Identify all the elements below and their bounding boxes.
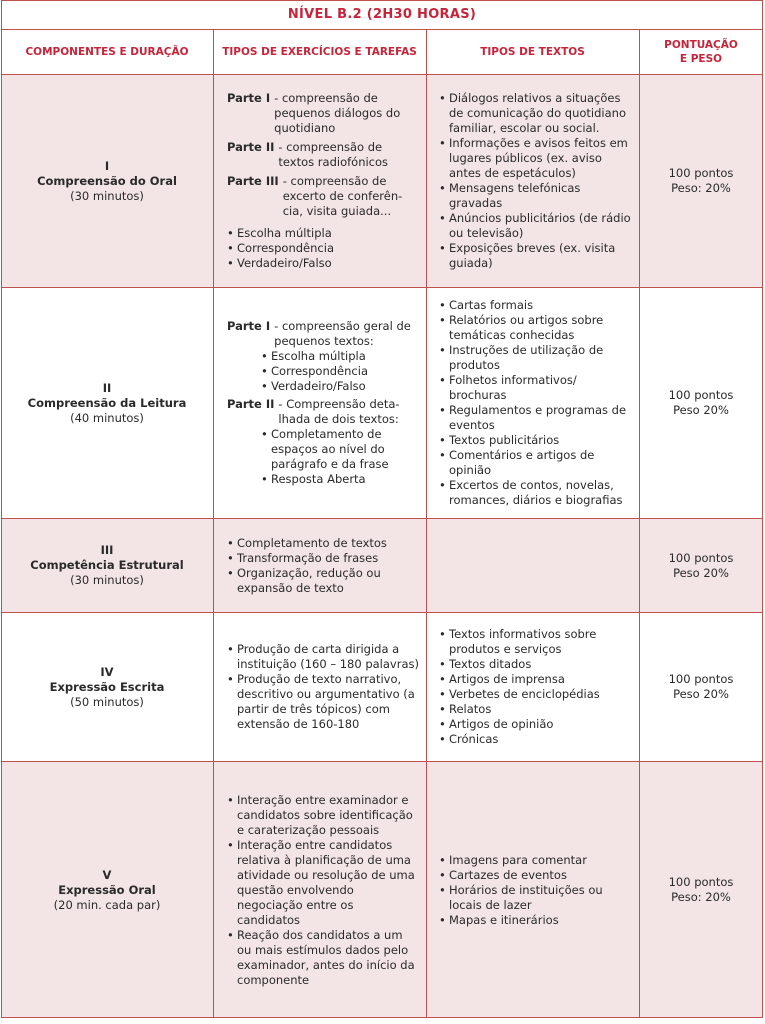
- points: 100 pontos: [668, 875, 734, 889]
- list-item: • Artigos de opinião: [439, 717, 635, 732]
- exam-structure-table: [1, 0, 763, 1018]
- part-label: Parte III: [227, 174, 279, 188]
- list-item: • Mapas e itinerários: [439, 913, 635, 928]
- list-item: • Textos ditados: [439, 657, 635, 672]
- list-item: • Verdadeiro/Falso: [227, 256, 420, 271]
- part-text: - compreensão geral de pequenos textos:: [274, 319, 411, 348]
- list-item: • Excertos de contos, novelas, romances, diários e biografias: [439, 478, 635, 508]
- header-texts: TIPOS DE TEXTOS: [480, 46, 585, 58]
- list-item: • Comentários e artigos de opinião: [439, 448, 635, 478]
- component-name: Compreensão da Leitura: [27, 395, 187, 410]
- list-item: • Folhetos informativos/ brochuras: [439, 373, 635, 403]
- list-item: • Informações e avisos feitos em lugares públicos (ex. aviso antes de espetáculos): [439, 136, 635, 181]
- list-item: • Reação dos candidatos a um ou mais estímulos dados pelo examinador, antes do início da componente: [227, 928, 420, 988]
- list-item: • Mensagens telefónicas gravadas: [439, 181, 635, 211]
- list-item: • Correspondência: [261, 364, 420, 379]
- list-item: • Correspondência: [227, 241, 420, 256]
- list-item: • Organização, redução ou expansão de texto: [227, 566, 420, 596]
- component-number: V: [102, 867, 112, 882]
- list-item: • Completamento de espaços ao nível do parágrafo e da frase: [261, 427, 420, 472]
- component-name: Compreensão do Oral: [37, 173, 177, 188]
- component-duration: (50 minutos): [70, 694, 144, 709]
- part-label: Parte I: [227, 319, 271, 333]
- list-item: • Verdadeiro/Falso: [261, 379, 420, 394]
- list-item: • Produção de texto narrativo, descritivo ou argumentativo (a partir de três tópicos) com extensão de 160-180: [227, 672, 420, 732]
- component-number: I: [104, 158, 110, 173]
- list-item: • Cartazes de eventos: [439, 868, 635, 883]
- list-item: • Verbetes de enciclopédias: [439, 687, 635, 702]
- component-number: II: [102, 380, 112, 395]
- header-score-line2: E PESO: [679, 53, 723, 65]
- table-border: [1, 0, 763, 1018]
- list-item: • Cartas formais: [439, 298, 635, 313]
- header-components: COMPONENTES E DURAÇÃO: [25, 46, 189, 58]
- list-item: • Imagens para comentar: [439, 853, 635, 868]
- weight: Peso 20%: [673, 403, 729, 417]
- component-name: Expressão Escrita: [49, 679, 165, 694]
- list-item: • Completamento de textos: [227, 536, 420, 551]
- header-score-line1: PONTUAÇÃO: [664, 39, 738, 51]
- points: 100 pontos: [668, 388, 734, 402]
- list-item: • Resposta Aberta: [261, 472, 420, 487]
- points: 100 pontos: [668, 166, 734, 180]
- component-name: Expressão Oral: [58, 882, 156, 897]
- list-item: • Textos informativos sobre produtos e serviços: [439, 627, 635, 657]
- part-label: Parte II: [227, 397, 275, 411]
- table-title: NÍVEL B.2 (2H30 HORAS): [1, 0, 763, 30]
- list-item: • Produção de carta dirigida a instituição (160 – 180 palavras): [227, 642, 420, 672]
- list-item: • Interação entre candidatos relativa à planificação de uma atividade ou resolução de uma questão envolvendo negociação entre os candidatos: [227, 838, 420, 928]
- list-item: • Textos publicitários: [439, 433, 635, 448]
- component-duration: (30 minutos): [70, 188, 144, 203]
- list-item: • Horários de instituições ou locais de lazer: [439, 883, 635, 913]
- header-exercises: TIPOS DE EXERCÍCIOS E TAREFAS: [222, 46, 417, 58]
- component-name: Competência Estrutural: [30, 558, 184, 572]
- list-item: • Diálogos relativos a situações de comunicação do quotidiano familiar, escolar ou social.: [439, 91, 635, 136]
- part-text: - Compreensão deta-lhada de dois textos:: [278, 397, 400, 426]
- list-item: • Relatos: [439, 702, 635, 717]
- part-label: Parte II: [227, 140, 275, 154]
- part-text: - compreensão de textos radiofónicos: [278, 140, 389, 169]
- list-item: • Crónicas: [439, 732, 635, 747]
- list-item: • Relatórios ou artigos sobre temáticas conhecidas: [439, 313, 635, 343]
- component-number: IV: [100, 664, 114, 679]
- points: 100 pontos: [668, 672, 734, 686]
- list-item: • Artigos de imprensa: [439, 672, 635, 687]
- part-label: Parte I: [227, 91, 271, 105]
- part-text: - compreensão de excerto de conferên-cia, visita guiada...: [282, 174, 403, 218]
- list-item: • Regulamentos e programas de eventos: [439, 403, 635, 433]
- list-item: • Anúncios publicitários (de rádio ou televisão): [439, 211, 635, 241]
- list-item: • Transformação de frases: [227, 551, 420, 566]
- list-item: • Escolha múltipla: [227, 226, 420, 241]
- list-item: • Escolha múltipla: [261, 349, 420, 364]
- component-duration: (30 minutos): [70, 573, 144, 587]
- list-item: • Instruções de utilização de produtos: [439, 343, 635, 373]
- weight: Peso: 20%: [671, 890, 731, 904]
- list-item: • Interação entre examinador e candidatos sobre identificação e caraterização pessoais: [227, 793, 420, 838]
- weight: Peso 20%: [673, 565, 729, 580]
- component-duration: (20 min. cada par): [53, 897, 161, 912]
- points: 100 pontos: [668, 550, 734, 565]
- component-number: III: [100, 543, 114, 557]
- list-item: • Exposições breves (ex. visita guiada): [439, 241, 635, 271]
- part-text: - compreensão de pequenos diálogos do quotidiano: [274, 91, 401, 135]
- weight: Peso 20%: [673, 687, 729, 701]
- weight: Peso: 20%: [671, 181, 731, 195]
- component-duration: (40 minutos): [70, 410, 144, 425]
